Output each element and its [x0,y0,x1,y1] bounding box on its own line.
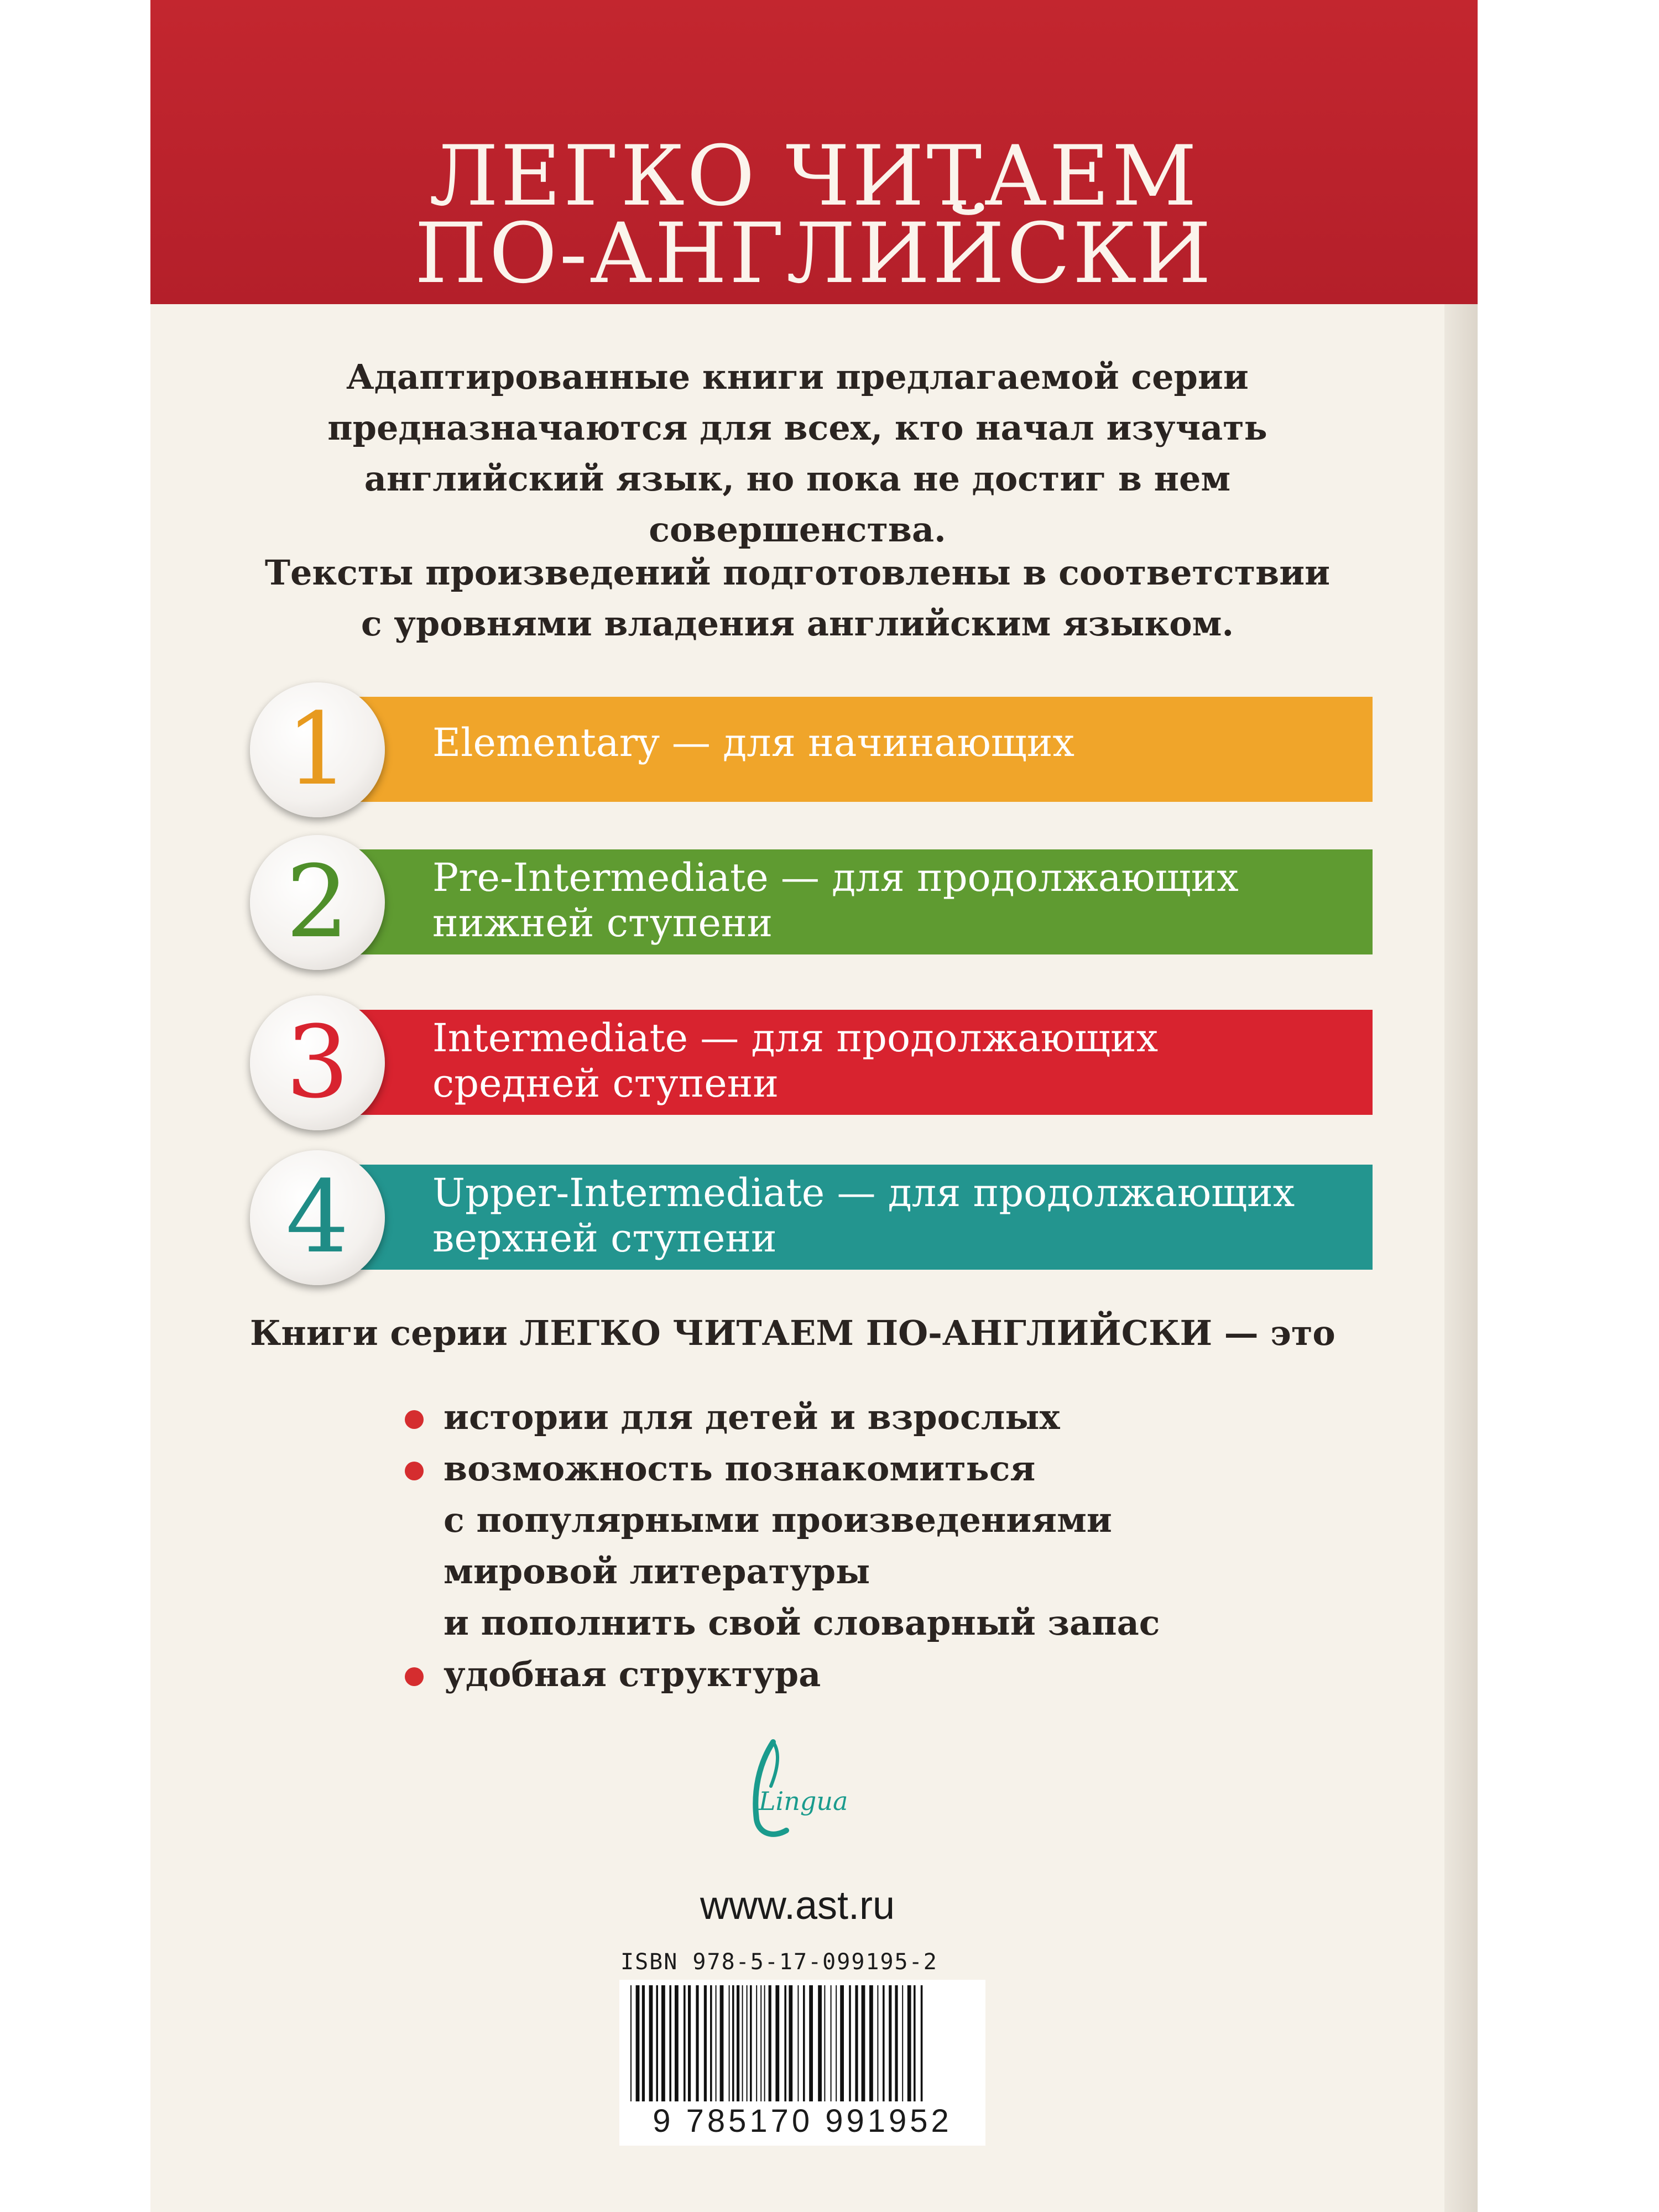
lingua-logo [720,1736,908,1841]
list-item [405,1443,1400,1648]
level-label [432,720,1074,765]
barcode-bar [849,1985,851,2101]
level-label [432,1015,1158,1106]
barcode-bar [764,1985,765,2101]
cover-edge-strip [1444,304,1478,2212]
barcode-bar [902,1985,903,2101]
barcode-bar [855,1985,858,2101]
level-label [432,855,1239,946]
intro-line: с уровнями владения английским языком. [361,603,1234,644]
barcode-bar [630,1985,632,2101]
barcode-bar [729,1985,730,2101]
barcode-bar [642,1985,645,2101]
list-item-line: удобная структура [444,1654,821,1694]
intro-paragraph-1 [150,352,1444,555]
level-number: 4 [285,1160,349,1275]
intro-line: совершенства. [649,509,946,550]
intro-line: Тексты произведений подготовлены в соответствии [264,552,1331,593]
intro-paragraph-2 [150,547,1444,649]
barcode-bar [669,1985,671,2101]
level-number-badge [250,1150,385,1285]
level-label-line: Intermediate — для продолжающих [432,1015,1159,1061]
barcode-bar [769,1985,771,2101]
barcode-digits: 9 785170 991952 [653,2103,952,2139]
logo-brand-text: Lingua [759,1786,848,1816]
barcode-bar [824,1985,825,2101]
book-back-cover [150,0,1478,2212]
bullet-dot-icon [405,1410,424,1429]
series-title-line-1: ЛЕГКО ЧИТАЕМ [429,128,1199,225]
barcode-bar [889,1985,891,2101]
intro-line: английский язык, но пока не достиг в нем [364,458,1231,499]
feature-list [405,1391,1400,1700]
barcode-bar [789,1985,792,2101]
level-number: 1 [285,692,349,807]
barcode-bar [895,1985,898,2101]
list-item-line: мировой литературы [444,1551,870,1592]
barcode-bar [656,1985,658,2101]
barcode-bar [750,1985,752,2101]
barcode-bar [747,1985,748,2101]
level-number-badge [250,995,385,1130]
barcode [619,1980,985,2146]
isbn-number: ISBN 978-5-17-099195-2 [620,1949,938,1975]
level-label-line: Elementary — для начинающих [432,720,1075,765]
barcode-bar [797,1985,799,2101]
level-label-line: верхней ступени [432,1215,777,1261]
list-item-line: возможность познакомиться [444,1448,1036,1489]
barcode-bar [696,1985,698,2101]
barcode-bar [720,1985,724,2101]
barcode-bar [636,1985,640,2101]
publisher-url: www.ast.ru [700,1884,895,1928]
bullet-dot-icon [405,1667,424,1686]
cover-header-band [150,0,1478,304]
list-item-line: и пополнить свой словарный запас [444,1603,1160,1643]
intro-line: Адаптированные книги предлагаемой серии [346,357,1249,397]
barcode-bar [756,1985,757,2101]
list-item [405,1391,1400,1443]
barcode-bar [716,1985,717,2101]
barcode-bar [818,1985,822,2101]
list-item-line: с популярными произведениями [444,1500,1112,1540]
barcode-bar [684,1985,686,2101]
barcode-bar [914,1985,916,2101]
intro-line: предназначаются для всех, кто начал изучать [327,408,1267,448]
list-item-line: истории для детей и взрослых [444,1397,1060,1437]
barcode-bar [883,1985,885,2101]
barcode-bar [862,1985,865,2101]
level-number: 3 [285,1005,349,1120]
level-label-line: Pre-Intermediate — для продолжающих [432,855,1239,900]
barcode-bar [675,1985,679,2101]
barcode-bar [869,1985,873,2101]
barcode-bar [836,1985,837,2101]
list-item [405,1648,1400,1700]
barcode-bar [661,1985,665,2101]
level-label [432,1170,1295,1261]
level-number-badge [250,682,385,817]
bullet-dot-icon [405,1462,424,1480]
barcode-bar [921,1985,923,2101]
barcode-bar [803,1985,805,2101]
barcode-bar [840,1985,844,2101]
barcode-bar [737,1985,739,2101]
level-number-badge [250,835,385,970]
barcode-bar [775,1985,779,2101]
series-description: Книги серии ЛЕГКО ЧИТАЕМ ПО-АНГЛИЙСКИ — это [250,1313,1335,1353]
barcode-bar [688,1985,691,2101]
barcode-bar [760,1985,761,2101]
barcode-bar [784,1985,786,2101]
barcode-bars [630,1985,974,2101]
barcode-bar [649,1985,653,2101]
barcode-bar [877,1985,878,2101]
barcode-bar [809,1985,813,2101]
level-label-line: нижней ступени [432,900,773,946]
barcode-bar [907,1985,911,2101]
barcode-bar [742,1985,743,2101]
series-title-line-2: ПО-АНГЛИЙСКИ [414,206,1214,302]
barcode-bar [831,1985,832,2101]
level-label-line: Upper-Intermediate — для продолжающих [432,1170,1295,1215]
barcode-bar [732,1985,734,2101]
barcode-bar [704,1985,707,2101]
level-label-line: средней ступени [432,1061,779,1106]
level-number: 2 [285,844,349,960]
barcode-bar [710,1985,712,2101]
